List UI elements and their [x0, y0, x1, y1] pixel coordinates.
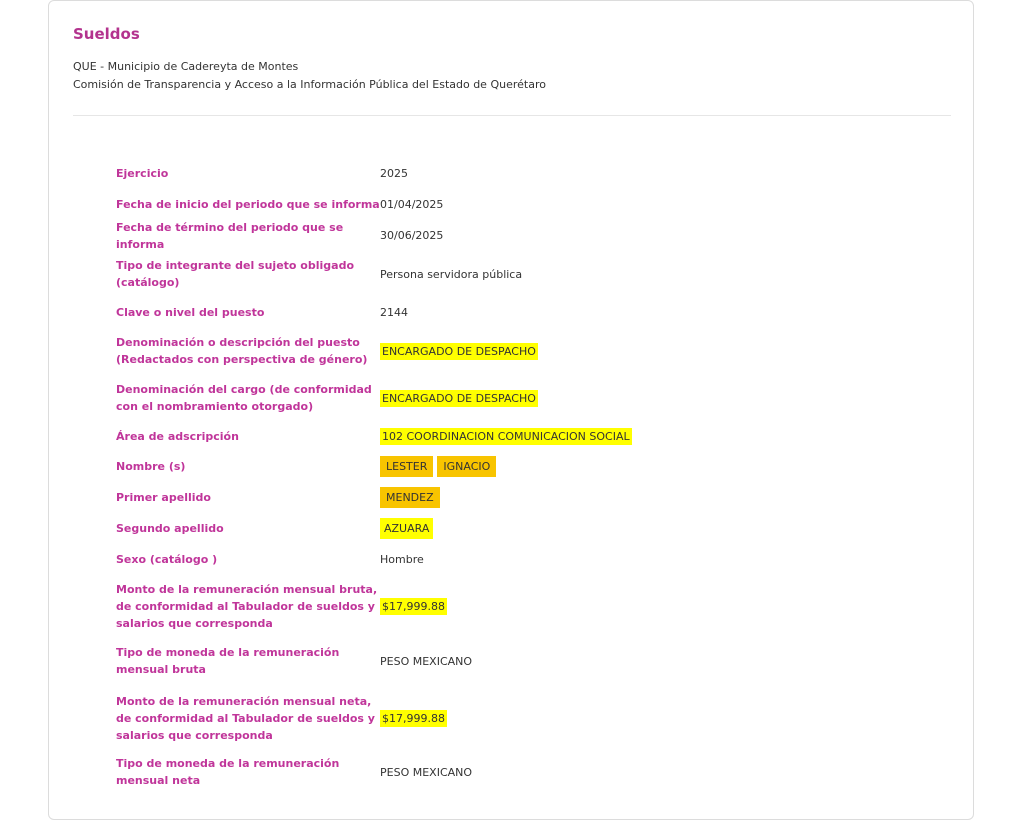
field-label: Primer apellido	[116, 491, 211, 504]
field-label: Monto de la remuneración mensual neta, de conformidad al Tabulador de sueldos y salarios que corresponda	[116, 695, 375, 742]
field-value-wrap	[380, 430, 632, 443]
field-value: PESO MEXICANO	[380, 654, 473, 668]
field-label: Denominación o descripción del puesto (Redactados con perspectiva de género)	[116, 336, 368, 366]
highlighted-value: MENDEZ	[380, 487, 440, 508]
highlighted-value: AZUARA	[380, 518, 433, 539]
highlighted-value: $17,999.88	[382, 712, 445, 725]
field-row-segundo-apellido	[116, 520, 936, 537]
field-row-area-adscripcion	[116, 428, 936, 445]
highlighted-value: $17,999.88	[382, 600, 445, 613]
subject-name: QUE - Municipio de Cadereyta de Montes	[73, 60, 299, 73]
field-label: Tipo de moneda de la remuneración mensual neta	[116, 757, 340, 787]
field-value-wrap	[380, 491, 444, 504]
field-row-primer-apellido	[116, 489, 936, 506]
field-row-sexo	[116, 551, 936, 568]
card-title: Sueldos	[73, 25, 140, 43]
highlighted-value: ENCARGADO DE DESPACHO	[382, 391, 536, 405]
field-row-moneda-neta	[116, 755, 936, 789]
field-label: Ejercicio	[116, 167, 169, 180]
field-value-wrap	[380, 345, 538, 358]
field-label: Tipo de moneda de la remuneración mensual bruta	[116, 646, 340, 676]
field-label: Denominación del cargo (de conformidad con el nombramiento otorgado)	[116, 383, 372, 413]
field-row-denominacion-cargo	[116, 381, 936, 415]
highlighted-first-name: LESTER	[380, 456, 433, 477]
field-value: 2025	[380, 167, 408, 180]
field-label: Tipo de integrante del sujeto obligado (catálogo)	[116, 259, 355, 289]
field-value: 2144	[380, 306, 408, 319]
field-row-monto-neta	[116, 693, 936, 744]
field-value-wrap	[380, 522, 433, 535]
field-value-wrap	[380, 712, 447, 725]
field-label: Nombre (s)	[116, 460, 186, 473]
field-value: 30/06/2025	[380, 229, 444, 242]
highlighted-second-name: IGNACIO	[437, 456, 496, 477]
field-label: Fecha de inicio del periodo que se informa	[116, 198, 380, 211]
field-row-moneda-bruta	[116, 644, 936, 678]
field-value-wrap	[380, 460, 500, 473]
field-label: Clave o nivel del puesto	[116, 306, 265, 319]
sueldos-card	[48, 0, 974, 820]
field-row-denominacion-puesto	[116, 334, 936, 368]
highlighted-value: ENCARGADO DE DESPACHO	[382, 344, 536, 358]
field-row-monto-bruta	[116, 581, 936, 632]
field-label: Segundo apellido	[116, 522, 224, 535]
field-label: Área de adscripción	[116, 430, 239, 443]
field-row-ejercicio	[116, 165, 936, 182]
field-label: Fecha de término del periodo que se informa	[116, 220, 344, 251]
field-value-wrap	[380, 600, 447, 613]
field-label: Sexo (catálogo )	[116, 553, 218, 566]
field-value: Hombre	[380, 553, 424, 566]
field-value: 01/04/2025	[380, 198, 444, 211]
field-row-clave-puesto	[116, 304, 936, 321]
field-value: Persona servidora pública	[380, 267, 523, 281]
field-row-fecha-termino	[116, 220, 936, 251]
field-value: PESO MEXICANO	[380, 765, 473, 779]
field-row-tipo-integrante	[116, 257, 936, 291]
field-row-nombre	[116, 458, 936, 475]
divider	[73, 115, 951, 116]
highlighted-value: 102 COORDINACION COMUNICACION SOCIAL	[382, 430, 630, 443]
field-value-wrap	[380, 392, 538, 405]
field-row-fecha-inicio	[116, 196, 936, 213]
agency-name: Comisión de Transparencia y Acceso a la Información Pública del Estado de Querétaro	[73, 78, 546, 91]
field-label: Monto de la remuneración mensual bruta, de conformidad al Tabulador de sueldos y salarios que corresponda	[116, 583, 378, 630]
